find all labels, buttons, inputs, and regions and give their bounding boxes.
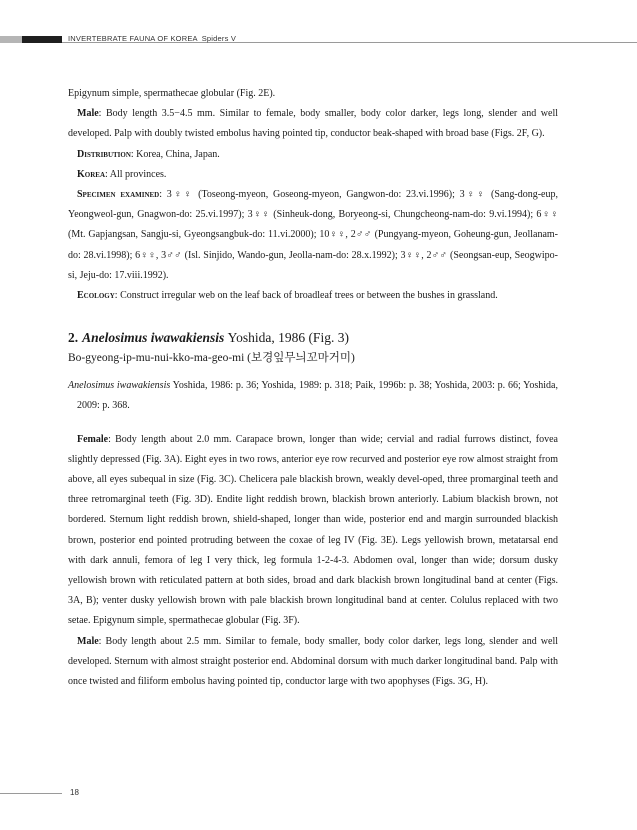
korea-paragraph [68, 165, 558, 185]
prev-epigynum: Epigynum simple, spermathecae globular (Fig. 2E). [68, 88, 276, 99]
species-name: Anelosimus iwawakiensis [82, 330, 225, 346]
ecology-label: Ecology [77, 290, 115, 302]
header-bar-black [22, 36, 62, 43]
page-number: 18 [70, 788, 79, 797]
korea-label: Korea [77, 168, 106, 180]
distribution-text: : Korea, China, Japan. [130, 148, 220, 160]
female-paragraph [68, 430, 558, 632]
synonymy-paragraph [68, 376, 558, 416]
male-paragraph [68, 632, 558, 693]
female-label: Female [77, 433, 109, 445]
prev-male-label: Male [77, 108, 99, 120]
male-label: Male [77, 635, 99, 647]
footer-rule [0, 793, 62, 794]
running-header [68, 34, 236, 43]
synonymy-name: Anelosimus iwawakiensis [68, 380, 171, 392]
species-author: Yoshida, 1986 (Fig. 3) [227, 330, 349, 346]
ecology-paragraph [68, 286, 558, 306]
female-text: : Body length about 2.0 mm. Carapace brown, longer than wide; cervial and radial furrows distinct, fovea slightly depressed (Fig. 3A). Eight eyes in two rows, anterior eye row recurved and posterior eye row almost straight from above, all eyes subequal in size (Fig. 3C). Chelicera pale blackish brown, weakly devel-oped, three promarginal teeth and three retromarginal teeth (Fig. 3D). Endite light reddish brown, blackish brown anteriorly. Labium blackish brown, not bordered. Sternum light reddish brown, shield-shaped, longer than wide, posterior end and margin surrounded blackish brown, posterior end pointed protruding between the coxae of leg IV (Fig. 3E). Legs yellowish brown, metatarsal end with dark annuli, femora of leg I very thick, leg formula 1-2-4-3. Abdomen oval, longer than wide; dorsum dusky yellowish brown with reticulated pattern at both sides, broad and dark blackish brown longitudinal band at center (Figs. 3A, B); venter dusky yellowish brown with pale blackish brown longitudinal band at center. Colulus replaced with two setae. Epigynum simple, spermathecae globular (Fig. 3F). [68, 433, 558, 627]
page-content [68, 84, 558, 692]
distribution-paragraph [68, 145, 558, 165]
korea-text: : All provinces. [105, 168, 167, 180]
distribution-label: Distribution [77, 148, 131, 160]
specimens-paragraph [68, 185, 558, 286]
prev-male-paragraph [68, 104, 558, 144]
synonymy-text: Yoshida, 1986: p. 36; Yoshida, 1989: p. 318; Paik, 1996b: p. 38; Yoshida, 2003: p. 66; Yoshida, 2009: p. 368. [77, 380, 558, 412]
species-number: 2. [68, 330, 79, 346]
header-volume: Spiders V [201, 34, 237, 43]
prev-male-text: : Body length 3.5−4.5 mm. Similar to female, body smaller, body color darker, legs long, slender and well developed. Palp with doubly twisted embolus having pointed tip, conductor beak-shaped with broad base (Figs. 2F, G). [68, 108, 558, 140]
specimens-label: Specimen examined [77, 189, 160, 201]
male-text: : Body length about 2.5 mm. Similar to female, body smaller, body color darker, legs long, slender and well developed. Sternum with almost straight posterior end. Abdominal dorsum with much darker longitudinal band. Palp with once twisted and filiform embolus having pointed tip, conductor large with two apophyses (Figs. 3G, H). [68, 635, 558, 688]
header-bar-gray [0, 36, 22, 43]
species-heading [68, 328, 558, 348]
specimens-text: : 3♀♀ (Toseong-myeon, Goseong-myeon, Gangwon-do: 23.vi.1996); 3♀♀ (Sang-dong-eup, Yeongweol-gun, Gnagwon-do: 25.vi.1997); 3♀♀ (Sinheuk-dong, Boryeong-si, Chungcheong-nam-do: 9.vi.1994); 6♀♀ (Mt. Gapjangsan, Sangju-si, Gyeongsangbuk-do: 11.vi.2000); 10♀♀, 2♂♂ (Pungyang-myeon, Goheung-gun, Jeollanam-do: 28.vi.1998); 6♀♀, 3♂♂ (Isl. Sinjido, Wando-gun, Jeolla-nam-do: 28.x.1992); 3♀♀, 2♂♂ (Seongsan-eup, Seogwipo-si, Jeju-do: 17.viii.1992). [68, 189, 558, 281]
species-korean-name: Bo-gyeong-ip-mu-nui-kko-ma-geo-mi (보경잎무늬꼬마거미) [68, 352, 355, 365]
header-series: INVERTEBRATE FAUNA OF KOREA [68, 34, 198, 43]
ecology-text: : Construct irregular web on the leaf back of broadleaf trees or between the bushes in grassland. [114, 290, 498, 302]
